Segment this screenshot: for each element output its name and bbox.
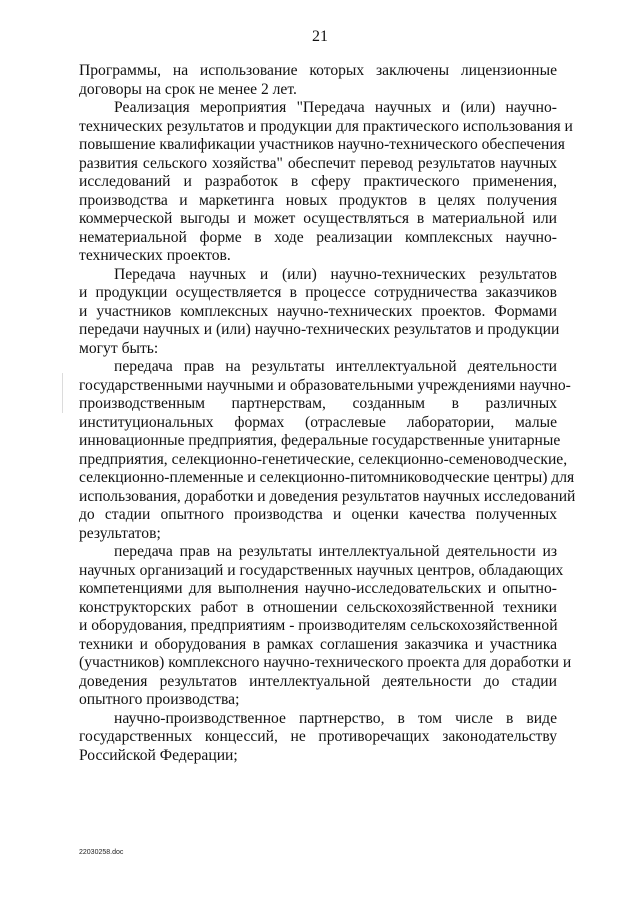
text-line: институциональных формах (отраслевые лаборатории, малые xyxy=(79,413,557,431)
document-body xyxy=(79,62,576,765)
text-line: и продукции осуществляется в процессе сотрудничества заказчиков xyxy=(79,284,557,301)
page-number: 21 xyxy=(312,28,328,45)
text-line: Реализация мероприятия "Передача научных и (или) научно- xyxy=(114,99,557,116)
text-line: Передача научных и (или) научно-технических результатов xyxy=(114,265,557,283)
text-line: и оборудования, предприятиям - производителям сельскохозяйственной xyxy=(79,617,558,634)
paragraph-2 xyxy=(79,99,573,266)
text-line: конструкторских работ в отношении сельскохозяйственной техники xyxy=(79,598,557,616)
text-line: до стадии опытного производства и оценки качества полученных xyxy=(79,506,557,523)
text-line: развития сельского хозяйства" обеспечит перевод результатов научных xyxy=(79,154,557,172)
text-line: производственным партнерствам, созданным в различных xyxy=(79,395,557,412)
paragraph-4 xyxy=(79,358,576,543)
text-line: предприятия, селекционно-генетические, селекционно-семеноводческие, xyxy=(79,450,568,468)
text-line: повышение квалификации участников научно-технического обеспечения xyxy=(79,136,565,153)
text-line: технических проектов. xyxy=(79,247,231,264)
text-line: производства и маркетинга новых продуктов в целях получения xyxy=(79,191,557,209)
text-line: передача прав на результаты интеллектуальной деятельности из xyxy=(114,543,557,560)
paragraph-5 xyxy=(79,543,572,710)
text-line: и участников комплексных научно-технических проектов. Формами xyxy=(79,302,557,320)
text-line: компетенциями для выполнения научно-исследовательских и опытно- xyxy=(79,580,557,597)
text-line: нематериальной форме в ходе реализации комплексных научно- xyxy=(79,228,557,246)
paragraph-6 xyxy=(79,710,557,766)
text-line: могут быть: xyxy=(79,339,159,357)
text-line: Программы, на использование которых заключены лицензионные xyxy=(79,62,557,79)
text-line: научно-производственное партнерство, в том числе в виде xyxy=(114,709,557,727)
text-line: техники и оборудования в рамках соглашения заказчика и участника xyxy=(79,635,557,653)
scan-artifact xyxy=(62,373,63,413)
text-line: использования, доработки и доведения результатов научных исследований xyxy=(79,487,576,505)
document-file-code: 22030258.doc xyxy=(79,849,124,856)
text-line: коммерческой выгоды и может осуществляться в материальной или xyxy=(79,210,557,227)
text-line: селекционно-племенные и селекционно-питомниководческие центры) для xyxy=(79,469,575,486)
text-line: государственных концессий, не противоречащих законодательству xyxy=(79,728,557,745)
text-line: технических результатов и продукции для практического использования и xyxy=(79,117,573,135)
text-line: инновационные предприятия, федеральные государственные унитарные xyxy=(79,432,561,449)
text-line: (участников) комплексного научно-технического проекта для доработки и xyxy=(79,654,572,671)
text-line: договоры на срок не менее 2 лет. xyxy=(79,80,297,98)
text-line: результатов; xyxy=(79,524,161,542)
text-line: передачи научных и (или) научно-технических результатов и продукции xyxy=(79,321,560,338)
text-line: доведения результатов интеллектуальной деятельности до стадии xyxy=(79,672,557,690)
text-line: исследований и разработок в сферу практического применения, xyxy=(79,173,557,190)
text-line: опытного производства; xyxy=(79,691,240,708)
paragraph-3 xyxy=(79,265,560,359)
text-line: государственными научными и образовательными учреждениями научно- xyxy=(79,376,571,394)
text-line: передача прав на результаты интеллектуальной деятельности xyxy=(114,358,557,375)
text-line: Российской Федерации; xyxy=(79,746,238,764)
paragraph-1 xyxy=(79,62,557,99)
text-line: научных организаций и государственных научных центров, обладающих xyxy=(79,561,564,579)
